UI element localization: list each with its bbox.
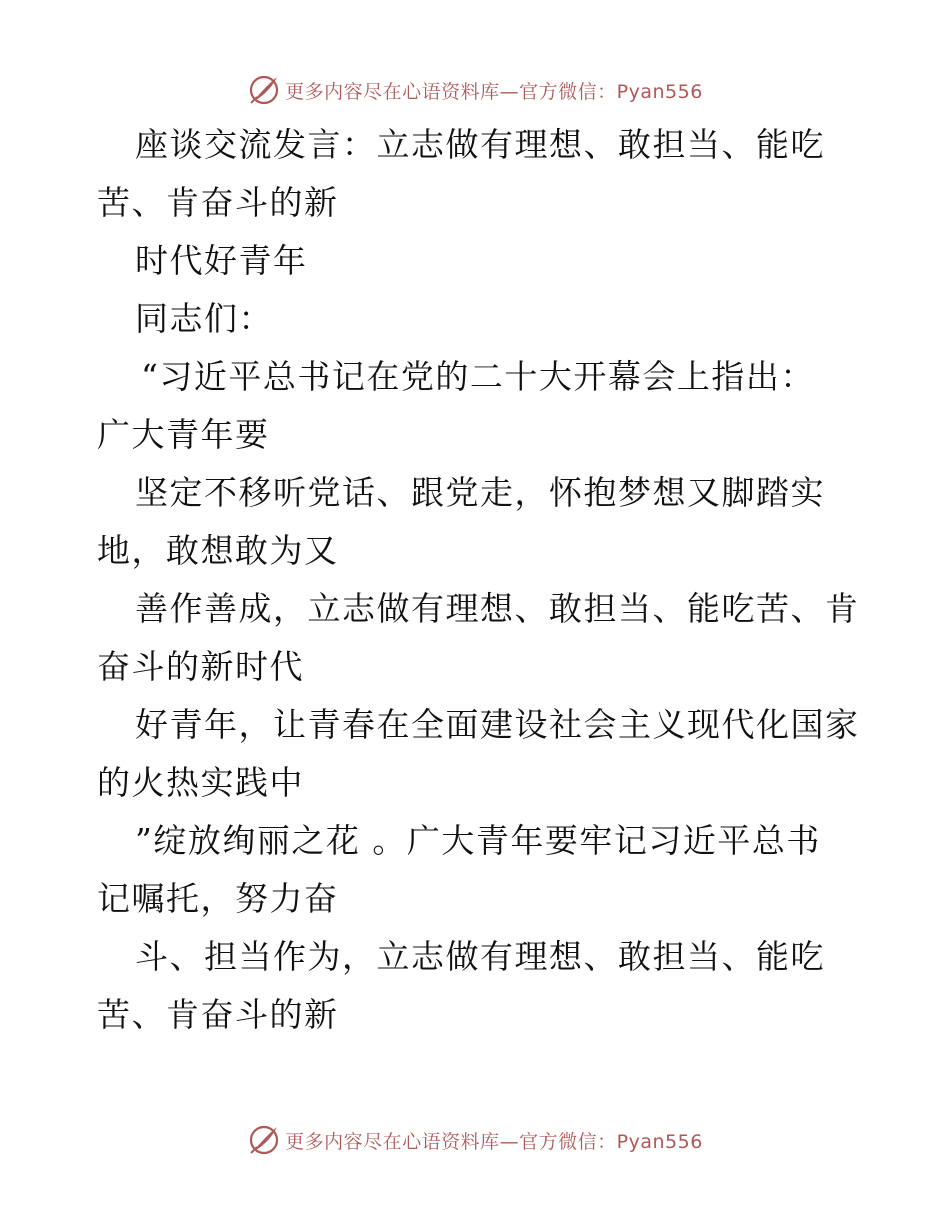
salutation-line: 同志们： [135,299,273,338]
paragraph-line: 苦、肯奋斗的新 [97,995,339,1034]
quill-pen-logo-icon [247,1123,281,1157]
document-body [97,116,860,1044]
watermark-text: 更多内容尽在心语资料库—官方微信：Pyan556 [285,80,703,103]
paragraph-line: ”绽放绚丽之花 。广大青年要牢记习近平总书 [135,821,821,860]
title-line: 苦、肯奋斗的新 [97,183,339,222]
paragraph-line: 奋斗的新时代 [97,647,304,686]
paragraph-line: 好青年，让青春在全面建设社会主义现代化国家 [135,705,860,744]
paragraph-line: 善作善成，立志做有理想、敢担当、能吃苦、肯 [135,589,860,628]
title-line: 时代好青年 [135,241,308,280]
paragraph-line: 斗、担当作为，立志做有理想、敢担当、能吃 [135,937,825,976]
paragraph-line: “习近平总书记在党的二十大开幕会上指出： [141,357,815,396]
paragraph-line: 的火热实践中 [97,763,304,802]
paragraph-line: 广大青年要 [97,415,270,454]
footer-watermark [0,1120,950,1160]
paragraph-line: 地，敢想敢为又 [97,531,339,570]
title-line: 座谈交流发言：立志做有理想、敢担当、能吃 [135,125,825,164]
watermark-text: 更多内容尽在心语资料库—官方微信：Pyan556 [285,1130,703,1153]
paragraph-line: 坚定不移听党话、跟党走，怀抱梦想又脚踏实 [135,473,825,512]
quill-pen-logo-icon [247,73,281,107]
paragraph-line: 记嘱托，努力奋 [97,879,339,918]
header-watermark [0,70,950,110]
